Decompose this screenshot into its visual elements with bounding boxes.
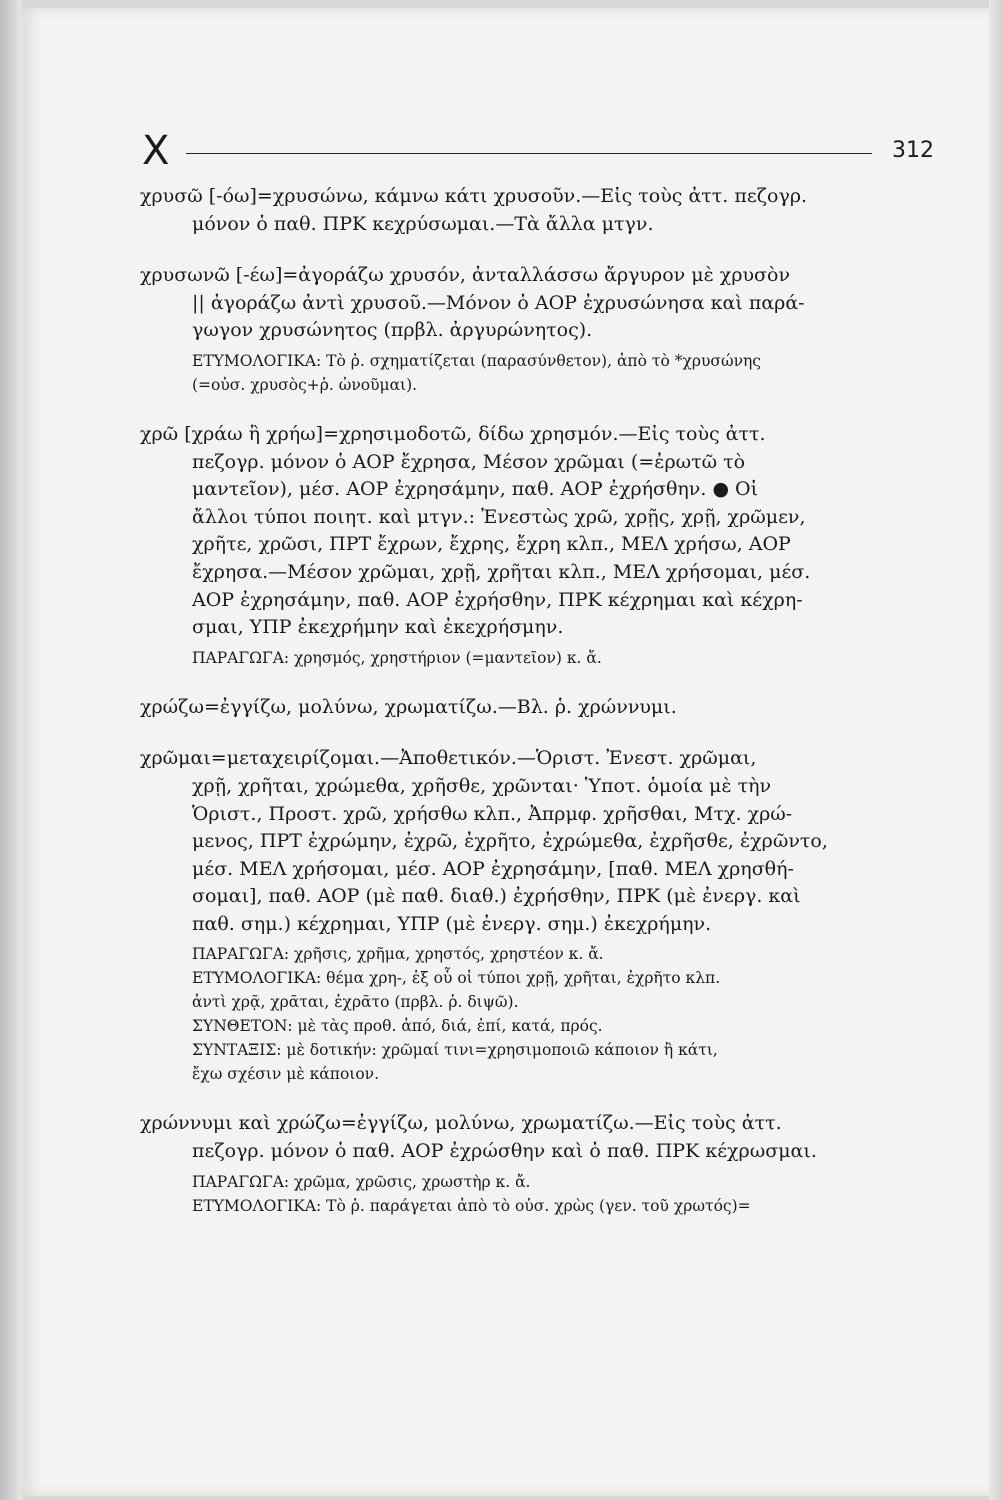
entry-xrysono <box>140 262 940 397</box>
definition-line: || ἀγοράζω ἀντὶ χρυσοῦ.—Μόνον ὁ ΑΟΡ ἐχρυσώνησα καὶ παρά- <box>192 291 805 314</box>
definition-line: μόνον ὁ παθ. ΠΡΚ κεχρύσωμαι.—Τὰ ἄλλα μτγν. <box>192 212 654 235</box>
note-line: ΣΥΝΤΑΞΙΣ: μὲ δοτικήν: χρῶμαί τινι=χρησιμοποιῶ κάποιον ἢ κάτι, <box>192 1041 718 1060</box>
headword-line: χρῶ [χράω ἢ χρήω]=χρησιμοδοτῶ, δίδω χρησμόν.—Εἰς τοὺς ἀττ. <box>140 422 766 445</box>
definition-line: μέσ. ΜΕΛ χρήσομαι, μέσ. ΑΟΡ ἐχρησάμην, [παθ. ΜΕΛ χρησθή- <box>192 857 794 880</box>
note-line: ΠΑΡΑΓΩΓΑ: χρῆσις, χρῆμα, χρηστός, χρηστέον κ. ἄ. <box>192 945 604 964</box>
definition-line: σομαι], παθ. ΑΟΡ (μὲ παθ. διαθ.) ἐχρήσθην, ΠΡΚ (μὲ ἐνεργ. καὶ <box>192 885 801 908</box>
definition-line: μενος, ΠΡΤ ἐχρώμην, ἐχρῶ, ἐχρῆτο, ἐχρώμεθα, ἐχρῆσθε, ἐχρῶντο, <box>192 830 828 853</box>
definition-line: χρῇ, χρῆται, χρώμεθα, χρῆσθε, χρῶνται· Ὑποτ. ὁμοία μὲ τὴν <box>192 774 772 797</box>
entry-gap <box>140 238 940 262</box>
definition-line: παθ. σημ.) κέχρημαι, ΥΠΡ (μὲ ἐνεργ. σημ.) ἐκεχρήμην. <box>192 912 712 935</box>
page-number: 312 <box>892 138 934 163</box>
headword-line: χρυσωνῶ [-έω]=ἀγοράζω χρυσόν, ἀνταλλάσσω ἄργυρον μὲ χρυσὸν <box>140 264 790 287</box>
note-line: ἔχω σχέσιν μὲ κάποιον. <box>192 1065 380 1084</box>
section-letter: Χ <box>142 128 170 174</box>
entry-gap <box>140 721 940 745</box>
entry-xryso <box>140 183 940 238</box>
entry-gap <box>140 670 940 694</box>
definition-line: σμαι, ΥΠΡ ἐκεχρήμην καὶ ἐκεχρήσμην. <box>192 616 564 639</box>
definition-line: πεζογρ. μόνον ὁ ΑΟΡ ἔχρησα, Μέσον χρῶμαι (=ἐρωτῶ τὸ <box>192 450 746 473</box>
scan-left-edge <box>0 0 22 1500</box>
definition-line: ΑΟΡ ἐχρησάμην, παθ. ΑΟΡ ἐχρήσθην, ΠΡΚ κέχρημαι καὶ κέχρη- <box>192 588 803 611</box>
note-line: (=οὐσ. χρυσὸς+ῥ. ὠνοῦμαι). <box>192 375 418 394</box>
note-line: ΠΑΡΑΓΩΓΑ: χρῶμα, χρῶσις, χρωστὴρ κ. ἄ. <box>192 1172 531 1191</box>
definition-line: χρῆτε, χρῶσι, ΠΡΤ ἔχρων, ἔχρης, ἔχρη κλπ., ΜΕΛ χρήσω, ΑΟΡ <box>192 533 791 556</box>
note-line: ΕΤΥΜΟΛΟΓΙΚΑ: Τὸ ῥ. σχηματίζεται (παρασύνθετον), ἀπὸ τὸ *χρυσώνης <box>192 351 761 370</box>
definition-line: ἄλλοι τύποι ποιητ. καὶ μτγν.: Ἐνεστὼς χρῶ, χρῇς, χρῇ, χρῶμεν, <box>192 505 806 528</box>
definition-line: γωγον χρυσώνητος (πρβλ. ἀργυρώνητος). <box>192 319 593 342</box>
note-line: ΠΑΡΑΓΩΓΑ: χρησμός, χρηστήριον (=μαντεῖον) κ. ἄ. <box>192 648 602 667</box>
definition-line: ἔχρησα.—Μέσον χρῶμαι, χρῇ, χρῆται κλπ., ΜΕΛ χρήσομαι, μέσ. <box>192 560 811 583</box>
entry-gap <box>140 1086 940 1110</box>
entry-xromai <box>140 745 940 1086</box>
page-header <box>142 128 940 178</box>
dictionary-entries <box>140 183 940 1218</box>
definition-line: μαντεῖον), μέσ. ΑΟΡ ἐχρησάμην, παθ. ΑΟΡ ἐχρήσθην. ● Οἱ <box>192 478 759 501</box>
header-rule <box>186 153 872 154</box>
definition-line: Ὁριστ., Προστ. χρῶ, χρήσθω κλπ., Ἀπρμφ. χρῆσθαι, Μτχ. χρώ- <box>192 802 793 825</box>
headword-line: χρῶμαι=μεταχειρίζομαι.—Ἀποθετικόν.—Ὁριστ. Ἐνεστ. χρῶμαι, <box>140 747 757 770</box>
note-line: ΕΤΥΜΟΛΟΓΙΚΑ: θέμα χρη-, ἐξ οὗ οἱ τύποι χρῇ, χρῆται, ἐχρῆτο κλπ. <box>192 969 721 988</box>
note-line: ἀντὶ χρᾷ, χρᾶται, ἐχρᾶτο (πρβλ. ῥ. διψῶ). <box>192 993 519 1012</box>
headword-line: χρυσῶ [-όω]=χρυσώνω, κάμνω κάτι χρυσοῦν.—Εἰς τοὺς ἀττ. πεζογρ. <box>140 185 808 207</box>
note-line: ΣΥΝΘΕΤΟΝ: μὲ τὰς προθ. ἀπό, διά, ἐπί, κατά, πρός. <box>192 1017 603 1036</box>
entry-xronnymi <box>140 1110 940 1217</box>
headword-line: χρώζω=ἐγγίζω, μολύνω, χρωματίζω.—Βλ. ῥ. χρώννυμι. <box>140 695 677 718</box>
entry-xro <box>140 421 940 670</box>
scan-right-edge <box>989 0 1003 1500</box>
definition-line: πεζογρ. μόνον ὁ παθ. ΑΟΡ ἐχρώσθην καὶ ὁ παθ. ΠΡΚ κέχρωσμαι. <box>192 1140 817 1163</box>
headword-line: χρώννυμι καὶ χρώζω=ἐγγίζω, μολύνω, χρωματίζω.—Εἰς τοὺς ἀττ. <box>140 1112 782 1135</box>
entry-xrozo <box>140 694 940 722</box>
entry-gap <box>140 397 940 421</box>
note-line: ΕΤΥΜΟΛΟΓΙΚΑ: Τὸ ῥ. παράγεται ἀπὸ τὸ οὐσ. χρὼς (γεν. τοῦ χρωτός)= <box>192 1196 751 1215</box>
